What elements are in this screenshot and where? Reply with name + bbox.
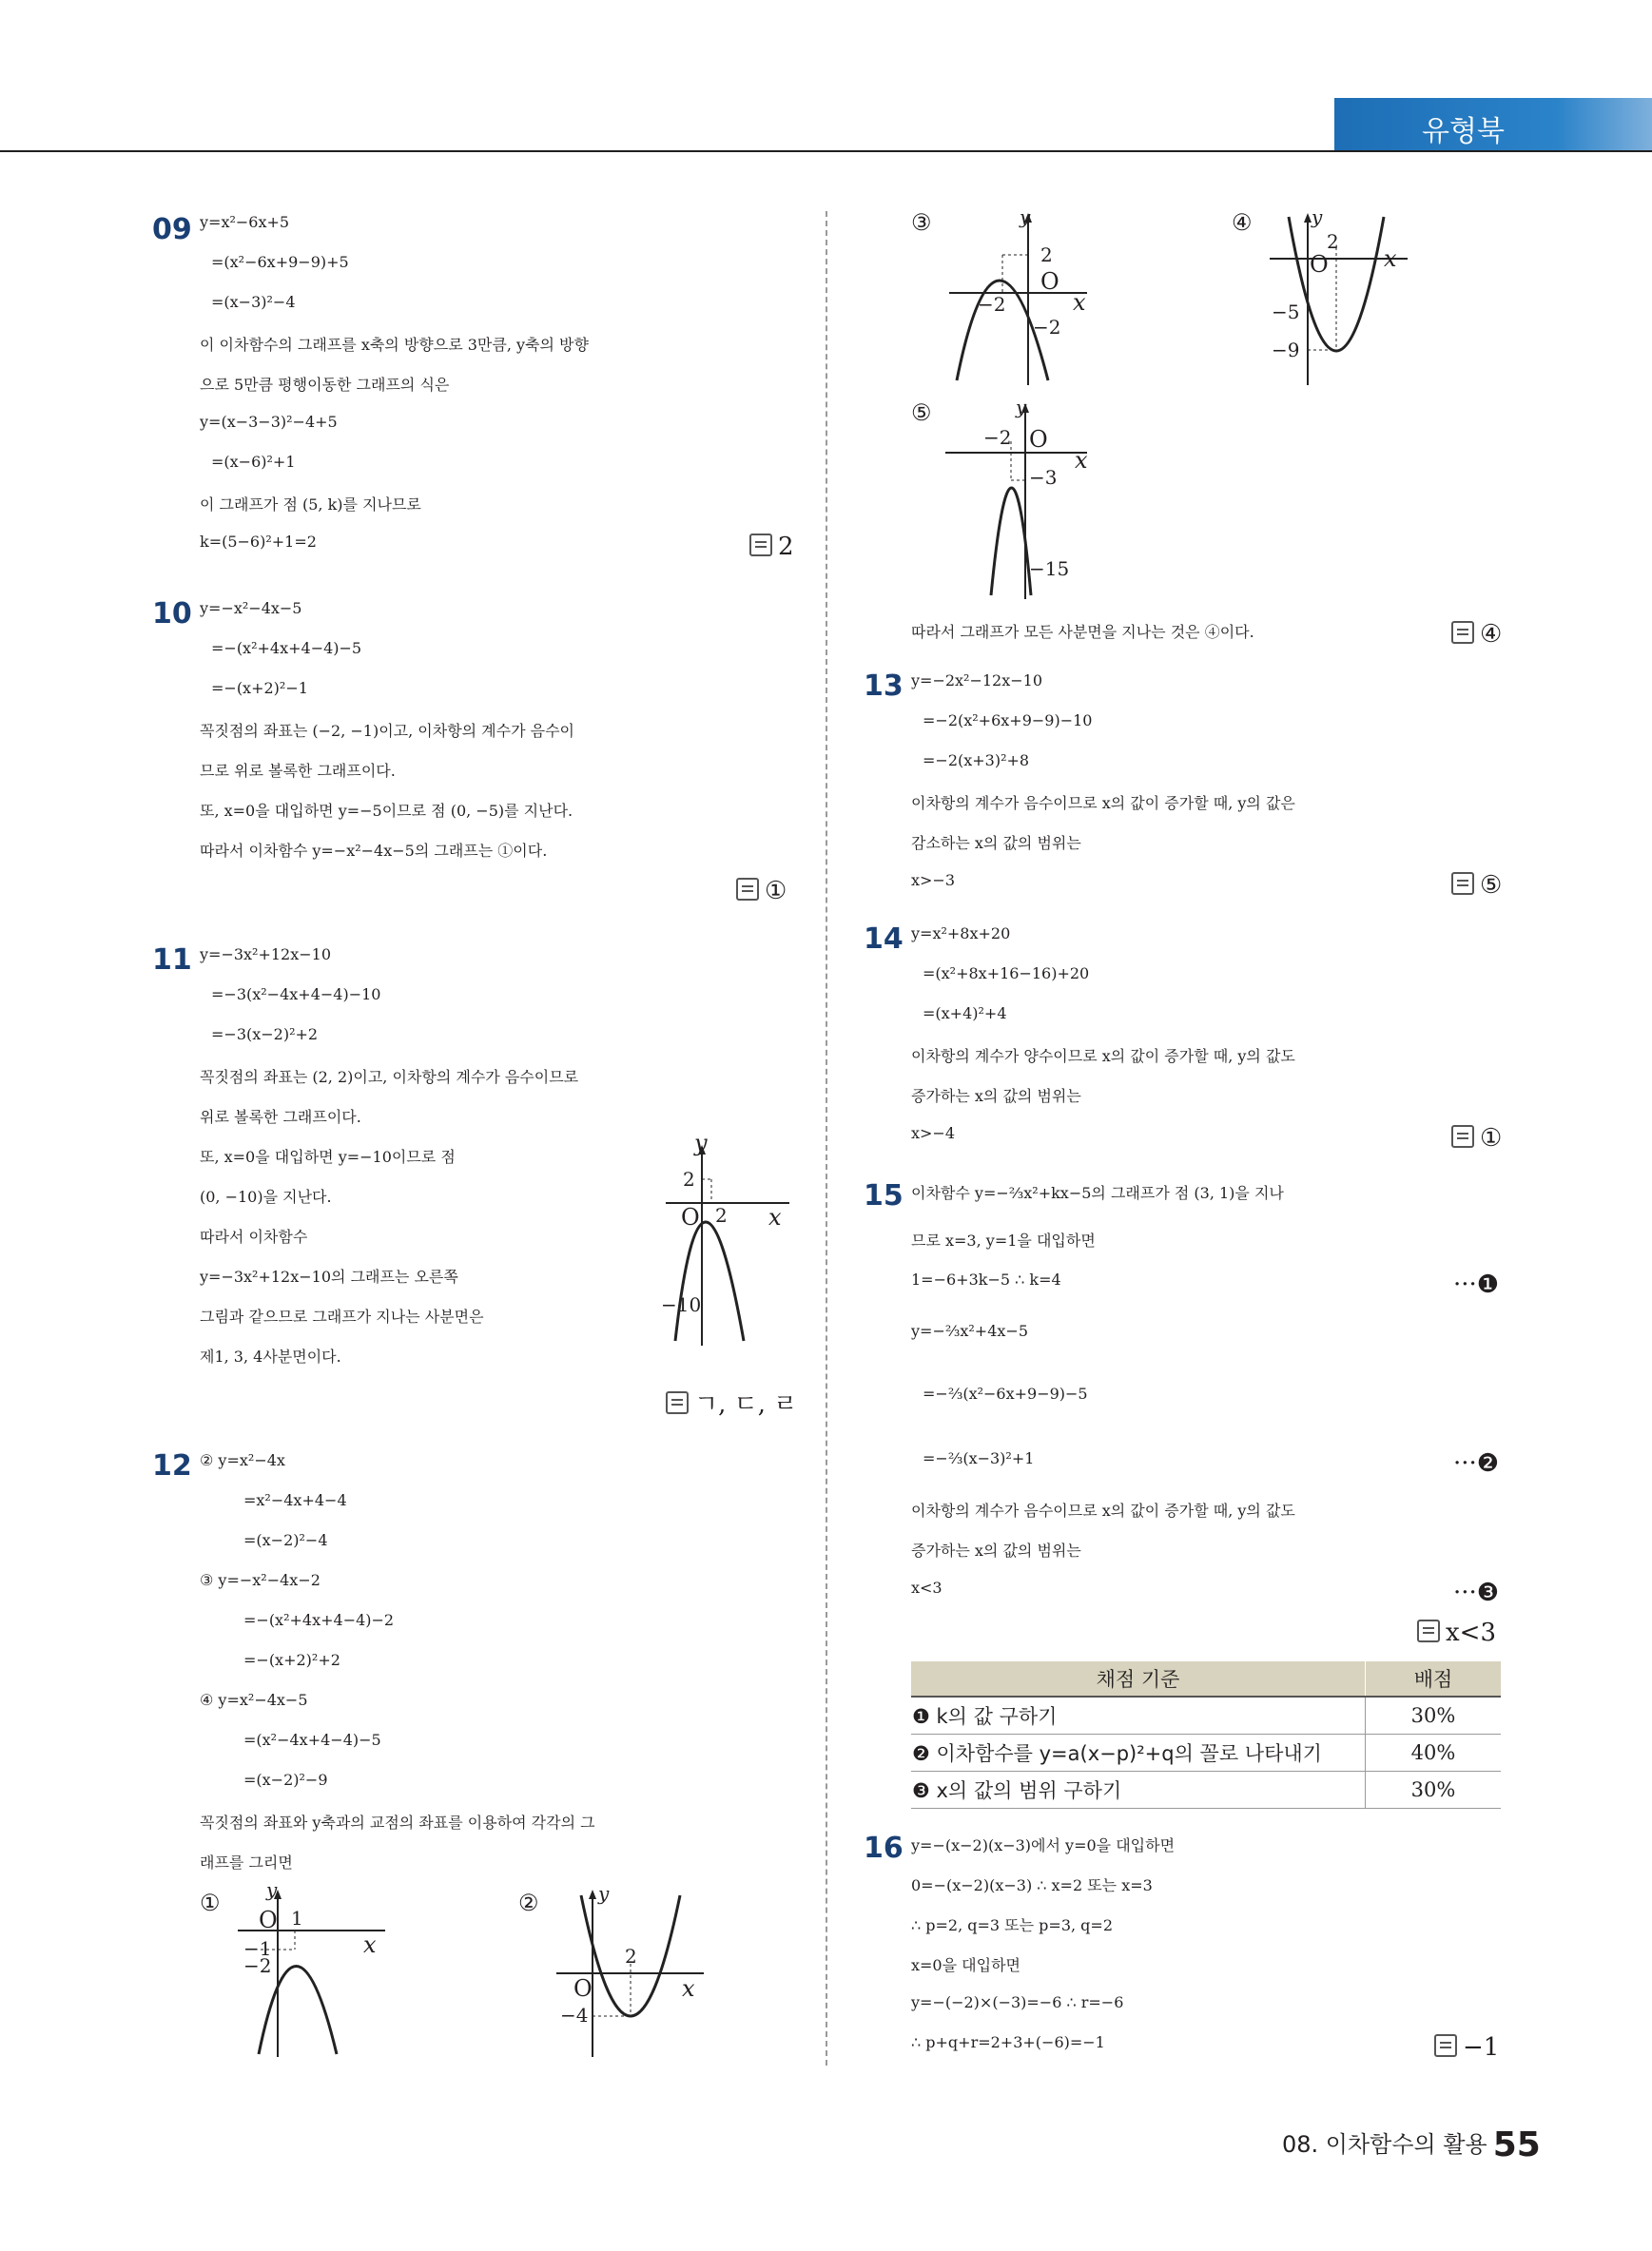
eq-line: =(x−2)²−9	[243, 1771, 328, 1789]
answer-icon	[1451, 621, 1474, 644]
text-line: 므로 x=3, y=1을 대입하면	[911, 1232, 1096, 1250]
table-row	[911, 1772, 1501, 1809]
text-line: 위로 볼록한 그래프이다.	[200, 1108, 361, 1126]
text-line: 또, x=0을 대입하면 y=−5이므로 점 (0, −5)를 지난다.	[200, 802, 573, 820]
eq-line: x<3	[911, 1579, 943, 1597]
eq-line: 1=−6+3k−5 ∴ k=4	[911, 1271, 1061, 1289]
text-line: 므로 위로 볼록한 그래프이다.	[200, 762, 396, 780]
text-line: 증가하는 x의 값의 범위는	[911, 1087, 1081, 1105]
table-cell: ❸ x의 값의 범위 구하기	[911, 1772, 1366, 1809]
table-cell: 30%	[1366, 1772, 1502, 1809]
eq-line: y=−x²−4x−5	[200, 599, 302, 617]
problem-number: 15	[864, 1179, 904, 1213]
answer: ④	[1451, 620, 1502, 649]
text-line: (0, −10)을 지난다.	[200, 1188, 332, 1206]
problem-number: 10	[152, 597, 192, 631]
graph-option-4: ④ y 2 O x −5 −9	[1232, 205, 1397, 361]
text-line: 따라서 그래프가 모든 사분면을 지나는 것은 ④이다.	[911, 623, 1254, 641]
eq-line: 0=−(x−2)(x−3) ∴ x=2 또는 x=3	[911, 1876, 1153, 1894]
graph-p11: y 2 O 2 x −10	[656, 1141, 799, 1350]
eq-line: =−(x+2)²−1	[211, 679, 308, 697]
text-line: 제1, 3, 4사분면이다.	[200, 1348, 341, 1366]
text-line: 이 이차함수의 그래프를 x축의 방향으로 3만큼, y축의 방향	[200, 336, 589, 354]
table-header: 배점	[1366, 1661, 1502, 1697]
answer-icon	[736, 878, 759, 901]
eq-line: =(x−3)²−4	[211, 293, 296, 311]
eq-line: =(x²+8x+16−16)+20	[923, 964, 1090, 982]
eq-line: =(x−6)²+1	[211, 453, 296, 471]
eq-line: y=x²−6x+5	[200, 213, 290, 231]
eq-line: y=−⅔x²+4x−5	[911, 1322, 1028, 1340]
problem-number: 11	[152, 943, 192, 977]
text-line: 꼭짓점의 좌표와 y축과의 교점의 좌표를 이용하여 각각의 그	[200, 1814, 595, 1832]
eq-line: =−(x²+4x+4−4)−2	[243, 1611, 395, 1629]
text-line: 이차항의 계수가 양수이므로 x의 값이 증가할 때, y의 값도	[911, 1047, 1295, 1065]
eq-line: x>−4	[911, 1124, 956, 1142]
eq-line: ∴ p=2, q=3 또는 p=3, q=2	[911, 1916, 1114, 1934]
answer: ⑤	[1451, 871, 1502, 900]
eq-line: =−⅔(x²−6x+9−9)−5	[923, 1385, 1088, 1403]
graph-option-2: ② y 2 O x −4	[518, 1882, 695, 2027]
graph-option-1: ① y O 1 x −1 −2	[200, 1888, 390, 2059]
eq-line: ② y=x²−4x	[200, 1451, 285, 1469]
table-row	[911, 1697, 1501, 1735]
step-marker: ···❸	[1453, 1579, 1500, 1607]
table-row	[911, 1735, 1501, 1772]
eq-line: =−3(x²−4x+4−4)−10	[211, 985, 381, 1003]
section-tab	[1334, 98, 1652, 150]
eq-line: =x²−4x+4−4	[243, 1491, 347, 1509]
problem-number: 13	[864, 669, 904, 703]
text-line: 이차함수 y=−⅔x²+kx−5의 그래프가 점 (3, 1)을 지나	[911, 1184, 1284, 1202]
problem-number: 16	[864, 1832, 904, 1865]
answer: ①	[736, 877, 787, 905]
answer: −1	[1434, 2033, 1499, 2062]
answer-icon	[1451, 872, 1474, 895]
table-cell: ❶ k의 값 구하기	[911, 1697, 1366, 1735]
eq-line: =(x+4)²+4	[923, 1004, 1007, 1022]
text-line: 따라서 이차함수 y=−x²−4x−5의 그래프는 ①이다.	[200, 842, 548, 860]
problem-number: 12	[152, 1449, 192, 1483]
text-line: 이차항의 계수가 음수이므로 x의 값이 증가할 때, y의 값도	[911, 1502, 1295, 1520]
eq-line: =(x−2)²−4	[243, 1531, 328, 1549]
text-line: y=−3x²+12x−10의 그래프는 오른쪽	[200, 1268, 458, 1286]
header-rule	[0, 150, 1652, 152]
text-line: 래프를 그리면	[200, 1853, 293, 1872]
problem-number: 09	[152, 213, 192, 246]
eq-line: x>−3	[911, 871, 956, 889]
text-line: y=−(x−2)(x−3)에서 y=0을 대입하면	[911, 1836, 1176, 1854]
eq-line: =−2(x+3)²+8	[923, 751, 1030, 769]
table-cell: 40%	[1366, 1735, 1502, 1772]
text-line: 이차항의 계수가 음수이므로 x의 값이 증가할 때, y의 값은	[911, 794, 1295, 812]
text-line: 증가하는 x의 값의 범위는	[911, 1542, 1081, 1560]
graph-option-3: ③ y 2 O −2 x −2	[911, 209, 1111, 385]
step-marker: ···❷	[1453, 1449, 1500, 1478]
table-cell: ❷ 이차함수를 y=a(x−p)²+q의 꼴로 나타내기	[911, 1735, 1366, 1772]
eq-line: =−(x+2)²+2	[243, 1651, 340, 1669]
text-line: 꼭짓점의 좌표는 (2, 2)이고, 이차항의 계수가 음수이므로	[200, 1068, 579, 1086]
problem-number: 14	[864, 922, 904, 956]
text-line: 이 그래프가 점 (5, k)를 지나므로	[200, 495, 421, 514]
text-line: 으로 5만큼 평행이동한 그래프의 식은	[200, 376, 450, 394]
eq-line: ④ y=x²−4x−5	[200, 1691, 308, 1709]
table-cell: 30%	[1366, 1697, 1502, 1735]
answer: ①	[1451, 1124, 1502, 1153]
chapter-title: 08. 이차함수의 활용	[1282, 2131, 1487, 2158]
eq-line: y=−2x²−12x−10	[911, 671, 1043, 689]
page-footer	[1282, 2125, 1541, 2164]
answer-icon	[1451, 1125, 1474, 1148]
eq-line: =−2(x²+6x+9−9)−10	[923, 711, 1093, 729]
text-line: 그림과 같으므로 그래프가 지나는 사분면은	[200, 1308, 484, 1326]
text-line: 꼭짓점의 좌표는 (−2, −1)이고, 이차항의 계수가 음수이	[200, 722, 575, 740]
eq-line: k=(5−6)²+1=2	[200, 533, 317, 551]
section-tab-label: 유형북	[1422, 115, 1505, 148]
answer-icon	[1417, 1620, 1440, 1642]
step-marker: ···❶	[1453, 1271, 1500, 1299]
eq-line: =−3(x−2)²+2	[211, 1025, 319, 1043]
column-divider	[826, 211, 827, 2066]
text-line: 따라서 이차함수	[200, 1228, 308, 1246]
answer: 2	[749, 533, 794, 561]
answer: x<3	[1417, 1619, 1496, 1647]
answer-icon	[1434, 2034, 1457, 2057]
eq-line: y=−(−2)×(−3)=−6 ∴ r=−6	[911, 1993, 1124, 2011]
table-header-row	[911, 1661, 1501, 1697]
answer-icon	[666, 1391, 689, 1414]
table-header: 채점 기준	[911, 1661, 1366, 1697]
text-line: 또, x=0을 대입하면 y=−10이므로 점	[200, 1148, 456, 1166]
eq-line: y=−3x²+12x−10	[200, 945, 332, 963]
eq-line: ∴ p+q+r=2+3+(−6)=−1	[911, 2033, 1105, 2051]
eq-line: y=x²+8x+20	[911, 924, 1011, 942]
eq-line: =−(x²+4x+4−4)−5	[211, 639, 362, 657]
graph-option-5: ⑤ y −2 O x −3 −15	[911, 399, 1101, 599]
eq-line: =(x²−6x+9−9)+5	[211, 253, 349, 271]
eq-line: =(x²−4x+4−4)−5	[243, 1731, 381, 1749]
eq-line: ③ y=−x²−4x−2	[200, 1571, 321, 1589]
eq-line: y=(x−3−3)²−4+5	[200, 413, 338, 431]
text-line: 감소하는 x의 값의 범위는	[911, 834, 1081, 852]
answer: ㄱ, ㄷ, ㄹ	[666, 1385, 797, 1420]
eq-line: =−⅔(x−3)²+1	[923, 1449, 1035, 1467]
answer-icon	[749, 534, 772, 556]
page-number: 55	[1492, 2125, 1541, 2164]
text-line: x=0을 대입하면	[911, 1956, 1020, 1974]
scoring-table	[911, 1661, 1501, 1809]
